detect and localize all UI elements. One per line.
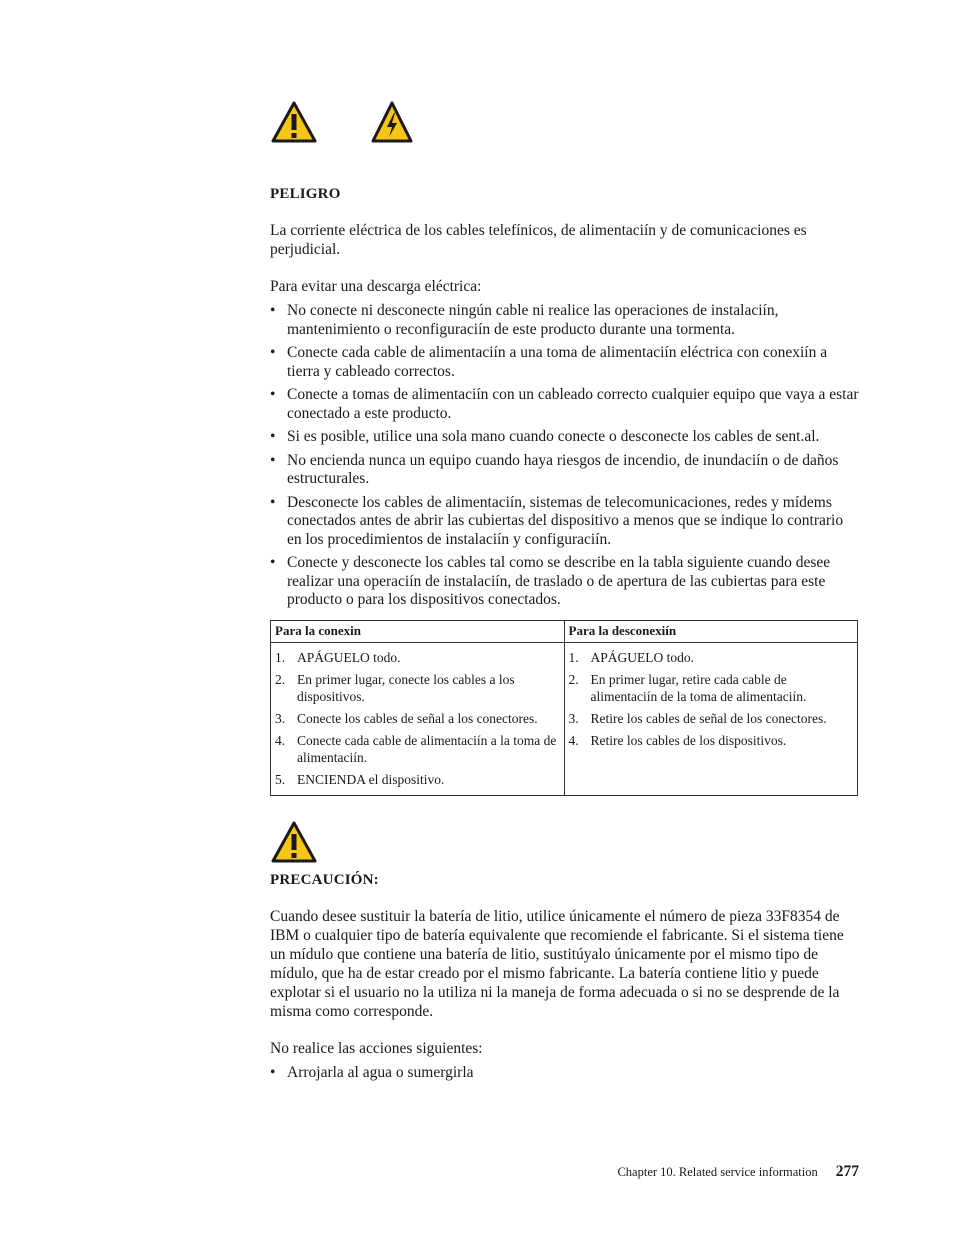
connect-step: 4. Conecte cada cable de alimentaciín a la toma de alimentaciín. bbox=[275, 732, 557, 765]
caution-body: Cuando desee sustituir la batería de litio, utilice únicamente el número de pieza 33F8354 de IBM o cualquier tipo de batería equivalente que recomiende el fabricante. Si el sistema tiene un mídulo que contiene una batería de litio, sustitúyalo únicamente por el mismo tipo de mídulo, que ha de estar creado por el mismo fabricante. La batería contiene litio y puede explotar si el usuario no la utiliza ni la maneja de forma adecuada o si no se desprende de la misma como corresponde. bbox=[270, 907, 844, 1020]
warning-triangle-icon bbox=[270, 851, 318, 868]
electrical-hazard-icon bbox=[370, 100, 414, 150]
connect-step: 1. APÁGUELO todo. bbox=[275, 649, 401, 665]
disconnect-steps-cell bbox=[564, 642, 858, 795]
caution-bullet-list bbox=[270, 1064, 860, 1083]
list-item: • Conecte y desconecte los cables tal como se describe en la tabla siguiente cuando desee realizar una operaciín de instalaciín, de traslado o de apertura de las cubiertas para este producto o para los dispositivos conectados. bbox=[270, 554, 831, 608]
danger-intro: La corriente eléctrica de los cables telefínicos, de alimentaciín y de comunicaciones es perjudicial. bbox=[270, 222, 807, 258]
caution-icon-wrapper bbox=[270, 820, 860, 862]
disconnect-step: 3. Retire los cables de señal de los conectores. bbox=[568, 710, 827, 726]
list-item: • Desconecte los cables de alimentaciín, sistemas de telecomunicaciones, redes y mídems conectados antes de abrir las cubiertas del dispositivo a menos que se indique lo contrario en los procedimientos de instalaciín y configuraciín. bbox=[270, 493, 844, 548]
danger-heading: PELIGRO bbox=[270, 186, 341, 202]
list-item: • No encienda nunca un equipo cuando haya riesgos de incendio, de inundaciín o de daños estructurales. bbox=[270, 451, 839, 487]
disconnect-step: 4. Retire los cables de los dispositivos. bbox=[568, 732, 787, 748]
disconnect-column-header: Para la desconexiín bbox=[564, 620, 858, 642]
cable-procedure-table bbox=[270, 620, 858, 796]
page-number: 277 bbox=[835, 1163, 859, 1180]
connect-column-header: Para la conexin bbox=[271, 620, 565, 642]
list-item: • No conecte ni desconecte ningún cable ni realice las operaciones de instalaciín, mantenimiento o reconfiguraciín de este producto durante una tormenta. bbox=[270, 302, 779, 338]
disconnect-step: 2. En primer lugar, retire cada cable de alimentaciín de la toma de alimentaciín. bbox=[568, 671, 807, 704]
danger-lead: Para evitar una descarga eléctrica: bbox=[270, 278, 482, 295]
connect-step: 3. Conecte los cables de señal a los conectores. bbox=[275, 710, 538, 726]
chapter-title: Chapter 10. Related service information bbox=[617, 1165, 818, 1179]
danger-icons bbox=[270, 100, 860, 150]
page-content bbox=[270, 100, 860, 1087]
list-item: • Conecte cada cable de alimentaciín a una toma de alimentaciín eléctrica con conexiín a tierra y cableado correctos. bbox=[270, 344, 828, 380]
list-item: • Arrojarla al agua o sumergirla bbox=[270, 1063, 474, 1081]
list-item: • Conecte a tomas de alimentaciín con un cableado correcto cualquier equipo que vaya a estar conectado a este producto. bbox=[270, 386, 859, 422]
list-item: • Si es posible, utilice una sola mano cuando conecte o desconecte los cables de sent.al. bbox=[270, 428, 820, 445]
connect-steps-cell bbox=[271, 642, 565, 795]
warning-triangle-icon bbox=[270, 100, 318, 150]
danger-bullet-list bbox=[270, 302, 860, 610]
connect-step: 2. En primer lugar, conecte los cables a los dispositivos. bbox=[275, 671, 515, 704]
disconnect-step: 1. APÁGUELO todo. bbox=[568, 649, 694, 665]
connect-step: 5. ENCIENDA el dispositivo. bbox=[275, 771, 445, 787]
caution-lead: No realice las acciones siguientes: bbox=[270, 1039, 483, 1057]
caution-heading: PRECAUCIÓN: bbox=[270, 871, 379, 888]
page-footer bbox=[617, 1163, 859, 1181]
